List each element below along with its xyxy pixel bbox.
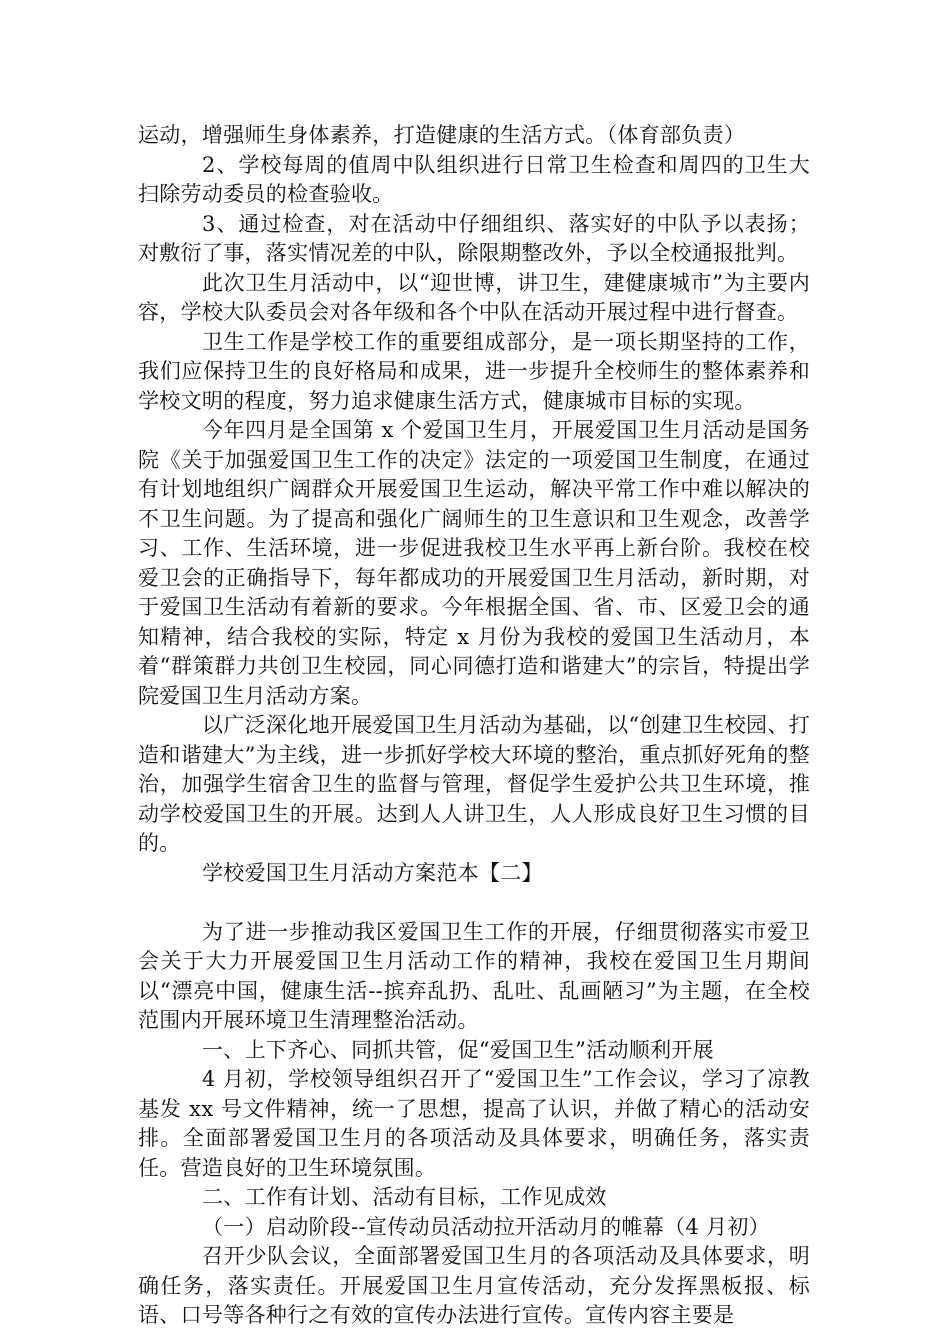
paragraph-intro-two: 为了进一步推动我区爱国卫生工作的开展，仔细贯彻落实市爱卫会关于大力开展爱国卫生月活动工作的精神，我校在爱国卫生月期间以“漂亮中国，健康生活--摈弃乱扔、乱吐、乱画陋习”为主题，在全校范围内开展环境卫生清理整治活动。 — [138, 919, 810, 1032]
heading-stage-one: （一）启动阶段--宣传动员活动拉开活动月的帷幕（4 月初） — [202, 1214, 770, 1239]
document-body — [138, 121, 810, 1331]
paragraph-stage-one: 召开少队会议，全面部署爱国卫生月的各项活动及具体要求，明确任务，落实责任。开展爱国卫生月宣传活动，充分发挥黑板报、标语、口号等各种行之有效的宣传办法进行宣传。宣传内容主要是 — [138, 1244, 810, 1327]
paragraph-april-campaign: 今年四月是全国第 x 个爱国卫生月，开展爱国卫生月活动是国务院《关于加强爱国卫生工作的决定》法定的一项爱国卫生制度，在通过有计划地组织广阔群众开展爱国卫生运动，解决平常工作中难以解决的不卫生问题。为了提高和强化广阔师生的卫生意识和卫生观念，改善学习、工作、生活环境，进一步促进我校卫生水平再上新台阶。我校在校爱卫会的正确指导下，每年都成功的开展爱国卫生月活动，新时期，对于爱国卫生活动有着新的要求。今年根据全国、省、市、区爱卫会的通知精神，结合我校的实际，特定 x 月份为我校的爱国卫生活动月，本着“群策群力共创卫生校园，同心同德打造和谐建大”的宗旨，特提出学院爱国卫生月活动方案。 — [138, 418, 810, 708]
paragraph-activity-theme: 此次卫生月活动中，以“迎世博，讲卫生，建健康城市”为主要内容，学校大队委员会对各年级和各个中队在活动开展过程中进行督查。 — [138, 270, 810, 324]
paragraph-item-3: 3、通过检查，对在活动中仔细组织、落实好的中队予以表扬；对敷衍了事，落实情况差的中队，除限期整改外，予以全校通报批判。 — [138, 211, 810, 265]
section-heading-two: 学校爱国卫生月活动方案范本【二】 — [202, 860, 543, 885]
paragraph-hygiene-work: 卫生工作是学校工作的重要组成部分，是一项长期坚持的工作，我们应保持卫生的良好格局和成果，进一步提升全校师生的整体素养和学校文明的程度，努力追求健康生活方式，健康城市目标的实现。 — [138, 329, 810, 413]
paragraph-item-2: 2、学校每周的值周中队组织进行日常卫生检查和周四的卫生大扫除劳动委员的检查验收。 — [138, 152, 810, 206]
paragraph-campaign-basis: 以广泛深化地开展爱国卫生月活动为基础，以“创建卫生校园、打造和谐建大”为主线，进一步抓好学校大环境的整治，重点抓好死角的整治，加强学生宿舍卫生的监督与管理，督促学生爱护公共卫生环境，推动学校爱国卫生的开展。达到人人讲卫生，人人形成良好卫生习惯的目的。 — [138, 713, 810, 855]
paragraph-meeting: 4 月初，学校领导组织召开了“爱国卫生”工作会议，学习了凉教基发 xx 号文件精神，统一了思想，提高了认识，并做了精心的活动安排。全面部署爱国卫生月的各项活动及具体要求，明确任务，落实责任。营造良好的卫生环境氛围。 — [138, 1067, 810, 1180]
paragraph-continuation: 运动，增强师生身体素养，打造健康的生活方式。（体育部负责） — [138, 123, 746, 147]
heading-part-one: 一、上下齐心、同抓共管，促“爱国卫生”活动顺利开展 — [202, 1037, 714, 1062]
blank-line — [138, 888, 810, 918]
heading-part-two: 二、工作有计划、活动有目标，工作见成效 — [202, 1185, 607, 1209]
